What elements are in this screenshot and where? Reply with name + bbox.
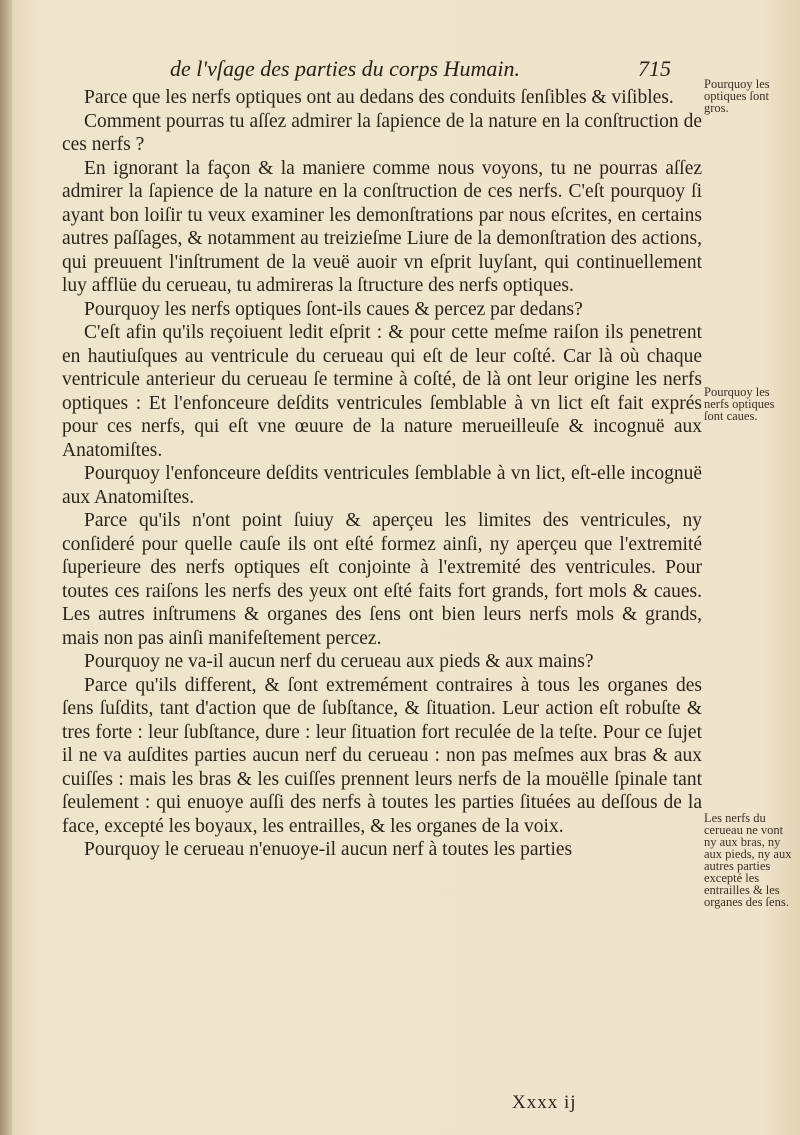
paragraph: Pourquoy le cerueau n'enuoye-il aucun nerf à toutes les parties — [84, 839, 573, 860]
paragraph: Comment pourras tu aſſez admirer la ſapience de la nature en la conſtruction de ces nerfs ? — [62, 110, 702, 155]
paragraph: C'eſt afin qu'ils reçoiuent ledit eſprit : & pour cette meſme raiſon ils penetrent en hautiuſques au ventricule du cerueau qui eſt de leur coſté. Car là où chaque ventricule anterieur du cerueau ſe termine à coſté, de là ont leur origine les nerfs optiques : Et l'enfonceure deſdits ventricules ſemblable à vn lict eſt fait exprés pour ces nerfs, qui eſt vne œuure de la nature merueilleuſe & incognuë aux Anatomiſtes. — [62, 322, 702, 461]
margin-note: Les nerfs du cerueau ne vont ny aux bras, ny aux pieds, ny aux autres parties excepté les entrailles & les organes des ſens. — [704, 811, 792, 909]
paragraph: Pourquoy les nerfs optiques ſont-ils caues & percez par dedans? — [84, 298, 583, 320]
paragraph: Parce qu'ils n'ont point ſuiuy & aperçeu les limites des ventricules, ny conſideré pour quelle cauſe ils ont eſté formez ainſi, ny aperçeu que l'extremité ſuperieure des nerfs optiques eſt conjointe à l'extremité des ventricules. Pour toutes ces raiſons les nerfs des yeux ont eſté faits fort grands, fort mols & caues. Les autres inſtrumens & organes des ſens ont bien leurs nerfs mols & grands, mais non pas ainſi manifeſtement percez. — [62, 510, 702, 649]
page-number: 715 — [638, 56, 671, 81]
margin-note: Pourquoy les nerfs optiques ſont caues. — [704, 385, 775, 423]
running-title: de l'vſage des parties du corps Humain. — [170, 56, 520, 81]
body-text — [62, 80, 702, 862]
paragraph: En ignorant la façon & la maniere comme nous voyons, tu ne pourras aſſez admirer la ſapience de la nature en la conſtruction de ces nerfs. C'eſt pourquoy ſi ayant bon loiſir tu veux examiner les demonſtrations par nous eſcrites, en certains autres paſſages, & notamment au treizieſme Liure de la demonſtration des actions, qui preuuent l'inſtrument de la veuë auoir vn eſprit luyſant, qui continuellement luy afflüe du cerueau, tu admireras la ſtructure des nerfs optiques. — [62, 157, 702, 296]
paragraph: Parce que les nerfs optiques ont au dedans des conduits ſenſibles & viſibles. — [84, 87, 674, 108]
margin-note: Pourquoy les optiques ſont gros. — [704, 77, 770, 115]
paragraph: Parce qu'ils different, & ſont extremément contraires à tous les organes des ſens ſuſdits, tant d'action que de ſubſtance, & ſituation. Leur action eſt robuſte & tres forte : leur ſubſtance, dure : leur ſituation fort reculée de la teſte. Pour ce ſujet il ne va auſdites parties aucun nerf du cerueau : non pas meſmes aux bras & aux cuiſſes : mais les bras & les cuiſſes prennent leurs nerfs de la mouëlle ſpinale tant ſeulement : qui enuoye auſſi des nerfs à toutes les parties ſituées au deſſous de la face, excepté les boyaux, les entrailles, & les organes de la voix. — [62, 674, 702, 837]
paragraph: Pourquoy l'enfonceure deſdits ventricules ſemblable à vn lict, eſt-elle incognuë aux Anatomiſtes. — [62, 463, 702, 508]
book-gutter — [0, 0, 12, 1135]
signature-mark: Xxxx ij — [512, 1092, 577, 1113]
paragraph: Pourquoy ne va-il aucun nerf du cerueau aux pieds & aux mains? — [84, 651, 594, 672]
